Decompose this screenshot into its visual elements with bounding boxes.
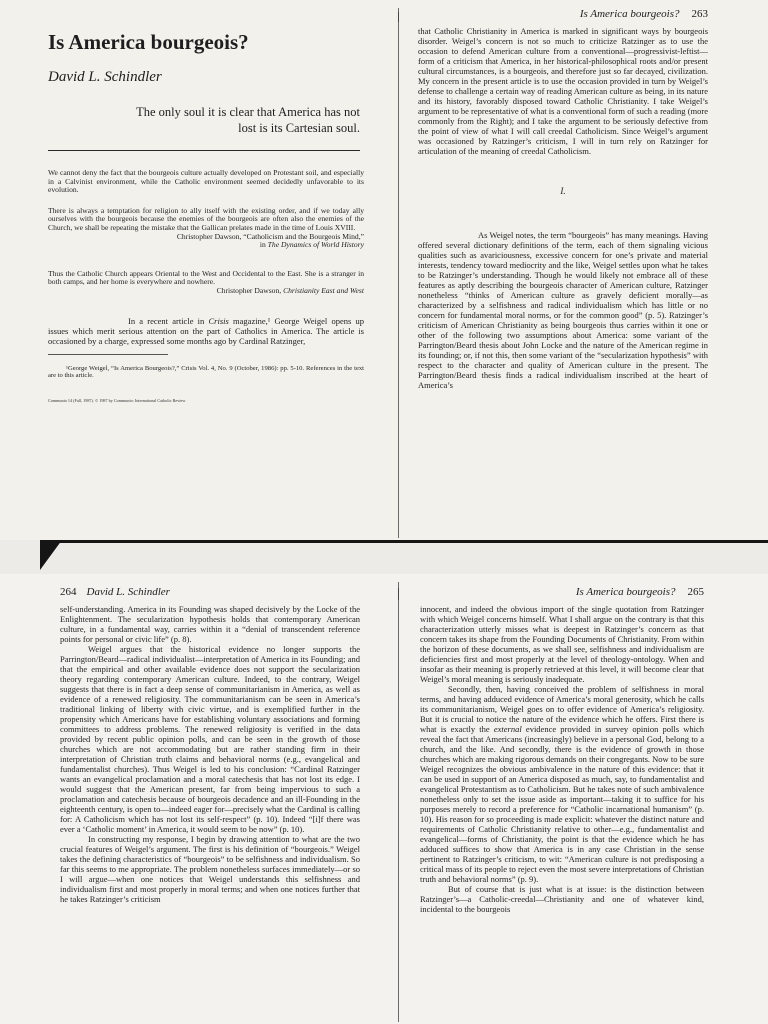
article-tagline: The only soul it is clear that America has not lost is its Cartesian soul. [136, 105, 360, 135]
paragraph: In constructing my response, I begin by drawing attention to what are the two crucial features of Weigel’s argument. The first is his definition of “bourgeois.” Weigel takes the defining characteristics of “bourgeois” to be selfishness and individualism. So far this seems to me appropriate. The problem nonetheless surfaces immediately—or so I will argue—when one notices that Weigel understands this selfishness and individualism first and most properly in moral terms; and when one notices further that he takes Ratzinger’s criticism [60, 834, 360, 904]
gutter-line [398, 8, 399, 538]
scan-gap [0, 540, 768, 574]
title-divider [48, 150, 360, 151]
epigraph-2: There is always a temptation for religion to ally itself with the existing order, and if we today ally ourselves with the bourgeois because the enemies of the bourgeois are often also the enemies of the Church, we shall be repeating the mistake that the Gallican prelates made in the time of Louis XVIII. [48, 205, 364, 232]
running-head: Is America bourgeois? 265 [575, 586, 704, 598]
article-title: Is America bourgeois? [48, 30, 249, 54]
paragraph: that Catholic Christianity in America is marked in significant ways by bourgeois disorder. Weigel’s concern is not so much to criticize Ratzinger as to use the occasion to defend American culture from a conventional—progressivist-leftist—form of a criticism that America, in her historical-philosophical roots and/or present cultural circumstances, is a bourgeois, and therefore just so far decayed, civilization. My concern in the present article is to use the occasion provided in turn by Weigel’s defense to challenge a certain way of reading American culture as being, in its nature and its history, favorably disposed toward Catholic Christianity. I take Weigel’s argument to be representative of what is a conventional form of such a reading (more commonly from the Right); and I take the argument to be seriously defective from the point of view of what I will call creedal Catholicism. Since Weigel’s argument was occasioned by Ratzinger’s criticism, I will in turn rely on Ratzinger for articulation of the meaning of creedal Catholicism. [418, 26, 708, 156]
epigraph-2-source: in The Dynamics of World History [259, 240, 364, 250]
page-265 [420, 586, 704, 1022]
footnote-1: ¹George Weigel, “Is America Bourgeois?,” Crisis Vol. 4, No. 9 (October, 1986): pp. 5-10. References in the text are to this article. [48, 364, 364, 380]
page-number: 264 [60, 586, 77, 598]
paragraph: self-understanding. America in its Founding was shaped decisively by the Locke of the Enlightenment. The secularization hypothesis holds that contemporary American culture, in a fundamental way, carries within it a “denial of transcendent reference points for personal or civic life” (p. 8). [60, 604, 360, 644]
gutter-tick [398, 588, 399, 600]
running-head: 264 David L. Schindler [60, 586, 170, 598]
page-264 [60, 586, 360, 1022]
article-author: David L. Schindler [48, 69, 162, 85]
paragraph: innocent, and indeed the obvious import of the single quotation from Ratzinger with which Weigel concerns himself. What I shall argue on the contrary is that this characterization utterly misses what is deepest in Ratzinger’s concern as that concern takes its shape from the Founding Documents of Christianity. From within the horizon of these documents, as we shall see, selfishness and individualism are deficiencies first and most properly at the level of theology-ontology. When and insofar as their meaning is properly retrieved at this level, it will become clear that Weigel’s moral meaning is seriously inadequate. [420, 604, 704, 684]
paragraph: Weigel argues that the historical evidence no longer supports the Parrington/Beard—radical individualist—interpretation of America in its Founding; and that the empirical and other available evidence does not support the secularization theory regarding contemporary American culture. Indeed, to the contrary, Weigel suggests that there is in fact a deep sense of communitarianism in America, as well as evidence of a renewed religiosity. The communitarianism can be seen in America’s traditional linking of liberty with civic virtue, and is exemplified further in the propensity which Americans have for establishing voluntary associations and forming committees to address problems. The renewed religiosity is verified in the data provided by recent public opinion polls, and can be seen in the growth of those churches which are not accommodating but are rather standing firm in their interpretation of Christian truth claims and behavioral norms (e.g., evangelical and fundamentalist churches). Thus Weigel is led to his conclusion: “Cardinal Ratzinger wants an evangelical proclamation and a moral catechesis that has not lost its edge. I would suggest that the American present, far from being impervious to such a proclamation and catechesis because of bourgeois decadence and an ill-Founding in the eighteenth century, is open to—indeed eager for—precisely what the Cardinal is calling for: A Catholicism which has not lost its self-respect” (p. 10). Indeed “[i]f there was ever a ‘Catholic moment’ in America, it would seem to be now” (p. 10). [60, 644, 360, 834]
paragraph: Secondly, then, having conceived the problem of selfishness in moral terms, and having adduced evidence of America’s moral generosity, which he calls its communitarianism, Weigel goes on to offer evidence of America’s religiosity. But it is crucial to notice the nature of the evidence which he offers. First there is what is exactly the external evidence provided in survey opinion polls which reveal the fact that Americans (increasingly) believe in a personal God, belong to a church, and the like. And secondly, there is the evidence of growth in those churches which are making rigorous demands on their congregants. Now to be sure Weigel recognizes the obvious ambivalence in the nature of this evidence: that it can be used in support of an America disposed as much, say, to fundamentalist and evangelical Protestantism as to Catholicism. But he takes note of such ambivalence nonetheless only to set the issue aside as important—taking it to suffice for his purposes merely to record a preference for “Catholic incarnational humanism” (p. 10). His reason for so proceeding is made explicit: whatever the distinct nature and requirements of Catholic Christianity relative to other—e.g., fundamentalist and evangelical—forms of Christianity, the point is that the evidence which he has adduced suffices to show that America is in any case Christian in the sense pertinent to Ratzinger’s criticism, to wit: “American culture is not predisposing a critical mass of its people to reject even the most severe interpretations of Christian truth and behavioral norms” (p. 9). [420, 684, 704, 884]
epigraph-3: Thus the Catholic Church appears Oriental to the West and Occidental to the East. She is a stranger in both camps, and her home is everywhere and nowhere. [48, 268, 364, 287]
journal-credit-line: Communio 14 (Fall, 1987). © 1987 by Communio: International Catholic Review [48, 397, 186, 403]
section-number: I. [560, 186, 566, 196]
article-opening-page [48, 30, 364, 530]
epigraph-2-citation: Christopher Dawson, “Catholicism and the Bourgeois Mind,” [176, 231, 364, 241]
running-head: Is America bourgeois? 263 [579, 8, 708, 20]
epigraph-1: We cannot deny the fact that the bourgeois culture actually developed on Protestant soil, and especially in a Calvinist environment, while the Catholic environment seemed decidedly unfavorable to its evolution. [48, 168, 364, 195]
gutter-tick [398, 12, 399, 22]
page-number: 263 [691, 8, 708, 20]
opening-paragraph: In a recent article in Crisis magazine,¹ George Weigel opens up issues which merit serious attention on the part of Catholics in America. The article is occasioned by a charge, expressed some months ago by Cardinal Ratzinger, [48, 315, 364, 346]
footnote-rule [48, 354, 168, 355]
gutter-line [398, 582, 399, 1022]
paragraph: As Weigel notes, the term “bourgeois” has many meanings. Having offered several dictionary definitions of the term, each of them signaling vicious qualities such as avariciousness, excessive concern for one’s private and material interests, tendency toward mediocrity and the like, Weigel settles upon what he takes to be Ratzinger’s understanding. Though he would likely not embrace all of these features as aptly describing the bourgeois character of American culture, Ratzinger nonetheless “thinks of American culture as gravely deficient morally—as characterized by a selfishness and radical individualism which has little or no concern for fundamental moral norms, or for the common good” (p. 5). Ratzinger’s criticism of American Christianity as being bourgeois thus carries within it one or other of the following two assumptions about America: some variant of the Parrington/Beard thesis about John Locke and the nature of the American regime in its founding; or, if not this, then some variant of the “secularization hypothesis” with respect to the character and quality of American culture in the present. The Parrington/Beard thesis finds a radical individualism inscribed at the heart of America’s [418, 230, 708, 390]
page-263 [418, 8, 708, 534]
epigraph-3-citation: Christopher Dawson, Christianity East and West [216, 285, 364, 295]
bottom-spread [0, 574, 768, 1024]
paragraph: But of course that is just what is at issue: is the distinction between Ratzinger’s—a Catholic-creedal—Christianity and one of whatever kind, incidental to the bourgeois [420, 884, 704, 914]
page-number: 265 [687, 586, 704, 598]
